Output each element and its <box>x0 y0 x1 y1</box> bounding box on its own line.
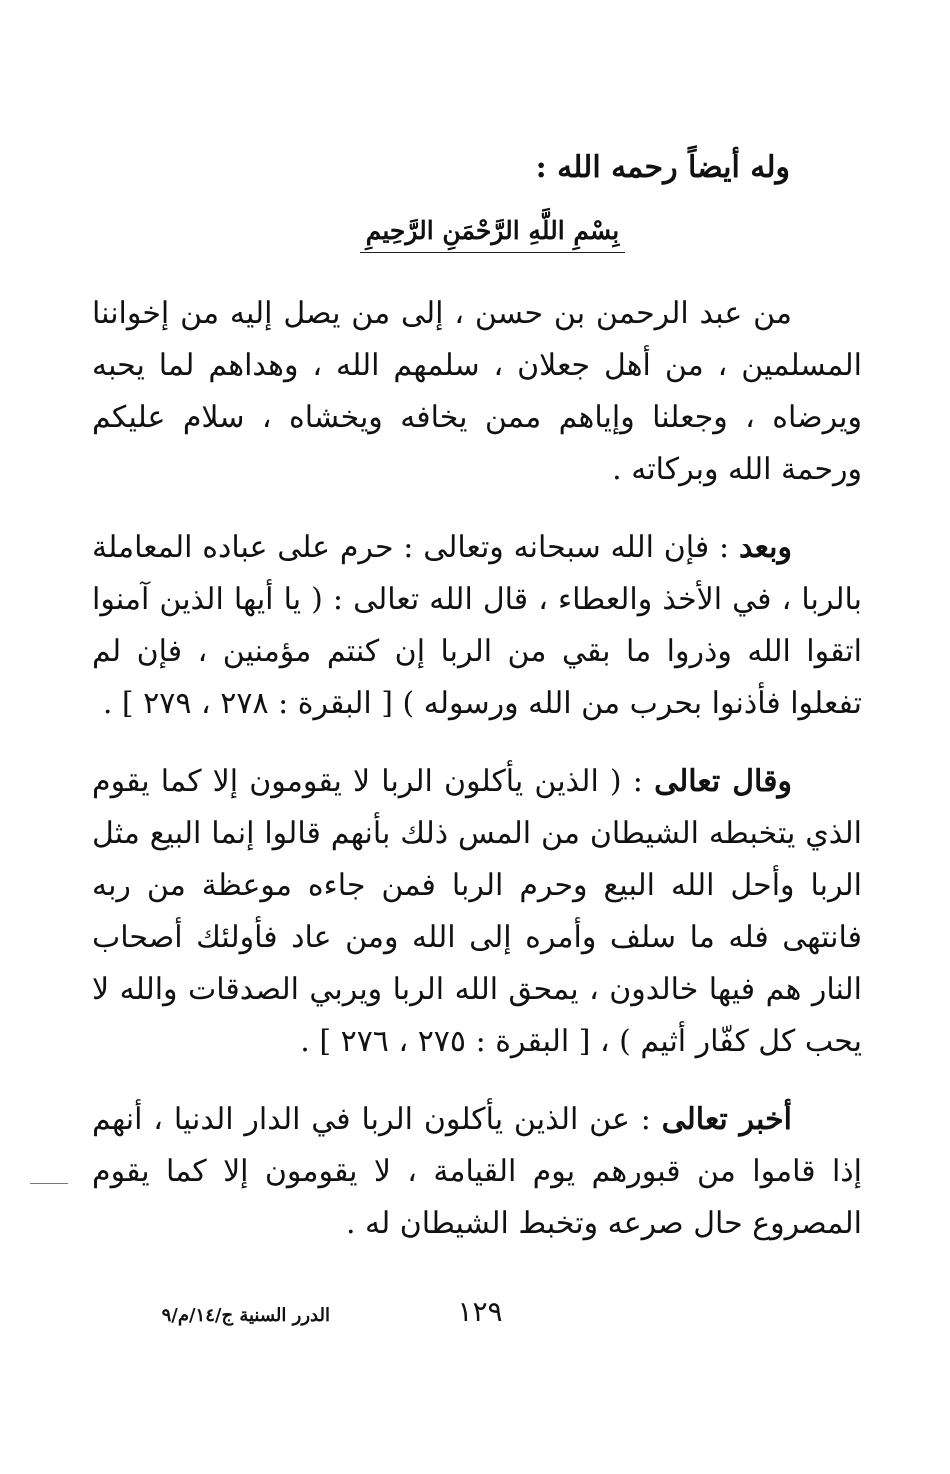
footer-source-label: الدرر السنية ج/١٤/م/٩ <box>161 1305 330 1326</box>
paragraph-text: من عبد الرحمن بن حسن ، إلى من يصل إليه من إخواننا المسلمين ، من أهل جعلان ، سلمهم الله ، وهداهم لما يحبه ويرضاه ، وجعلنا وإياهم ممن يخافه ويخشاه ، سلام عليكم ورحمة الله وبركاته . <box>92 296 862 487</box>
paragraph-lead: وقال تعالى <box>654 764 792 799</box>
section-heading: وله أيضاً رحمه الله : <box>535 150 790 185</box>
page-footer <box>0 1292 950 1332</box>
page-number: ١٢٩ <box>457 1295 503 1328</box>
paragraph-lead: وبعد <box>738 530 792 565</box>
paragraph-lead: أخبر تعالى <box>661 1102 792 1137</box>
paragraph-text: : فإن الله سبحانه وتعالى : حرم على عباده المعاملة بالربا ، في الأخذ والعطاء ، قال الله تعالى : ( يا أيها الذين آمنوا اتقوا الله وذروا ما بقي من الربا إن كنتم مؤمنين ، فإن لم تفعلوا فأذنوا بحرب من الله ورسوله ) [ البقرة : ٢٧٨ ، ٢٧٩ ] . <box>92 530 862 721</box>
paragraph-text: : ( الذين يأكلون الربا لا يقومون إلا كما يقوم الذي يتخبطه الشيطان من المس ذلك بأنهم قالوا إنما البيع مثل الربا وأحل الله البيع وحرم الربا فمن جاءه موعظة من ربه فانتهى فله ما سلف وأمره إلى الله ومن عاد فأولئك أصحاب النار هم فيها خالدون ، يمحق الله الربا ويربي الصدقات والله لا يحب كل كفّار أثيم ) ، [ البقرة : ٢٧٥ ، ٢٧٦ ] . <box>92 764 862 1059</box>
margin-mark <box>30 1183 68 1184</box>
basmala: بِسْمِ اللَّهِ الرَّحْمَنِ الرَّحِيمِ <box>360 212 625 253</box>
paragraph-1 <box>92 288 862 496</box>
paragraph-4 <box>92 1094 862 1250</box>
paragraph-text: : عن الذين يأكلون الربا في الدار الدنيا ، أنهم إذا قاموا من قبورهم يوم القيامة ، لا يقومون إلا كما يقوم المصروع حال صرعه وتخبط الشيطان له . <box>92 1102 862 1241</box>
body-text <box>92 288 862 1276</box>
paragraph-3 <box>92 756 862 1068</box>
paragraph-2 <box>92 522 862 730</box>
